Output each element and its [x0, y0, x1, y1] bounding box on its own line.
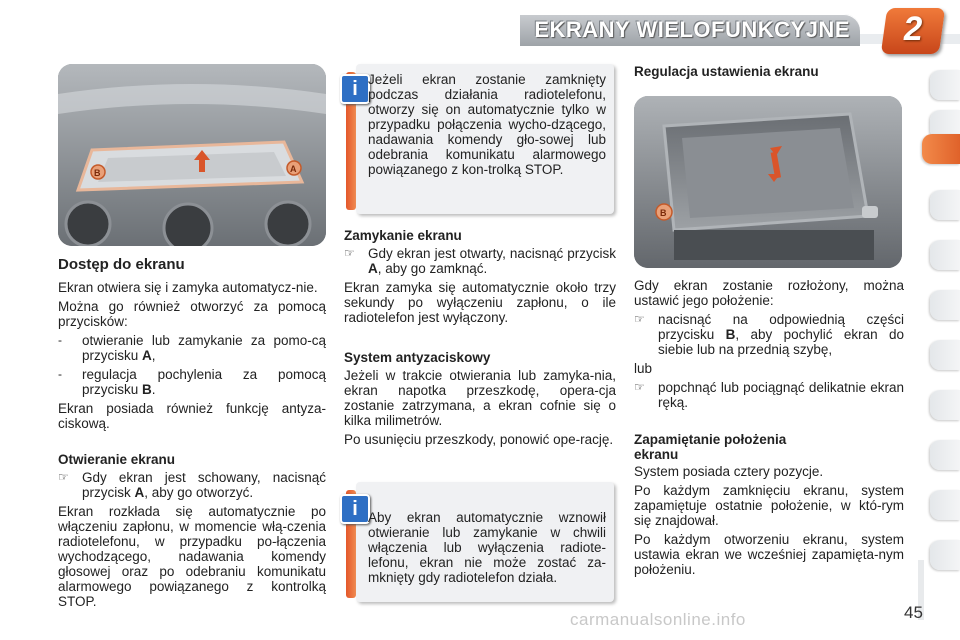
paragraph: lub: [634, 361, 653, 376]
chapter-tab[interactable]: [930, 190, 960, 220]
chapter-tab[interactable]: [930, 540, 960, 570]
paragraph: System posiada cztery pozycje.: [634, 464, 824, 479]
button-key: B: [725, 327, 736, 342]
list-marker: -: [58, 367, 62, 381]
button-key: A: [134, 485, 145, 500]
button-key: A: [142, 348, 152, 363]
pointer-icon: ☞: [634, 312, 645, 326]
list-marker: -: [58, 333, 62, 347]
anti-pinch-text: [344, 368, 616, 451]
info-icon: i: [340, 494, 370, 524]
section-title-anti-pinch: System antyzaciskowy: [344, 350, 491, 365]
button-a-label: A: [290, 164, 297, 174]
section-title-access: Dostęp do ekranu: [58, 256, 185, 273]
screen-open-illustration: [634, 96, 902, 268]
section-title-adjust: Regulacja ustawienia ekranu: [634, 64, 819, 79]
paragraph: Ekran zamyka się automatycznie około trzy sekundy po wyłączeniu zapłonu, o ile radiotelefon jest wyłączony.: [344, 280, 616, 325]
button-b-label: B: [94, 168, 101, 178]
chapter-tab[interactable]: [930, 440, 960, 470]
chapter-badge: [881, 8, 945, 54]
watermark: carmanualsonline.info: [570, 610, 746, 629]
paragraph: Po usunięciu przeszkody, ponowić ope-rację.: [344, 432, 614, 447]
section-title-memory: Zapamiętanie położenia ekranu: [634, 432, 787, 462]
memory-text: [634, 464, 904, 581]
dashboard-screen-closed-figure: [58, 64, 326, 246]
chapter-tab-active[interactable]: [922, 134, 960, 164]
paragraph: Gdy ekran zostanie rozłożony, można ustawić jego położenie:: [634, 278, 904, 308]
info-icon: i: [340, 74, 370, 104]
paragraph: Po każdym otworzeniu ekranu, system ustawia ekran we wcześniej zapamięta-nym położeniu.: [634, 532, 904, 577]
list-item: - otwieranie lub zamykanie za pomo-cą przycisku A,: [58, 333, 326, 363]
button-key: B: [142, 382, 152, 397]
closing-text: [344, 246, 616, 329]
left-column-text: [58, 280, 326, 435]
button-b-label: B: [660, 208, 667, 218]
page-number: 45: [904, 603, 923, 622]
opening-text: [58, 470, 326, 613]
list-item: ☞ nacisnąć na odpowiednią części przycisku B, aby pochylić ekran do siebie lub na przednią szybę,: [634, 312, 904, 357]
chapter-tab[interactable]: [930, 70, 960, 100]
pointer-icon: ☞: [344, 246, 355, 260]
chapter-tab[interactable]: [930, 340, 960, 370]
chapter-tab[interactable]: [930, 490, 960, 520]
paragraph: Ekran rozkłada się automatycznie po włączeniu zapłonu, w momencie włą-czenia radiotelefonu, w przypadku po-łączenia wychodzącego, nadawania komendy głosowej oraz po odebraniu komunikatu alarmowego powiązanego z kontrolką STOP.: [58, 504, 326, 609]
list-item: - regulacja pochylenia za pomocą przycisku B.: [58, 367, 326, 397]
pointer-icon: ☞: [58, 470, 69, 484]
list-item: ☞ Gdy ekran jest otwarty, nacisnąć przycisk A, aby go zamknąć.: [344, 246, 616, 276]
chapter-tab[interactable]: [930, 240, 960, 270]
chapter-tabs: [926, 70, 960, 610]
paragraph: Po każdym zamknięciu ekranu, system zapamiętuje ostatnie położenie, w któ-rym się znajdował.: [634, 483, 904, 528]
page-title: EKRANY WIELOFUNKCYJNE: [534, 17, 850, 42]
dashboard-illustration: [58, 64, 326, 246]
button-key: A: [368, 261, 378, 276]
info-text: Aby ekran automatycznie wznowił otwieranie lub zamykanie w chwili włączenia lub wyłączenia radiote-lefonu, ekran nie może zostać za-mknięty gdy radiotelefon działa.: [368, 510, 606, 585]
list-item: ☞ popchnąć lub pociągnąć delikatnie ekran ręką.: [634, 380, 904, 410]
section-title-closing: Zamykanie ekranu: [344, 228, 462, 243]
chapter-tab[interactable]: [930, 390, 960, 420]
paragraph: Można go również otworzyć za pomocą przycisków:: [58, 299, 326, 329]
adjust-text: [634, 278, 904, 414]
paragraph: Ekran otwiera się i zamyka automatycz-nie.: [58, 280, 318, 295]
chapter-number: 2: [901, 10, 926, 48]
paragraph: Ekran posiada również funkcję antyza-ciskową.: [58, 401, 326, 431]
info-text: Jeżeli ekran zostanie zamknięty podczas działania radiotelefonu, otworzy się on automatycznie tylko w przypadku połączenia wycho-dzącego, nadawania komendy gło-sowej lub odebrania komunikatu alarmowego powiązanego z kon-trolką STOP.: [368, 72, 606, 177]
dashboard-screen-open-figure: [634, 96, 902, 268]
paragraph: Jeżeli w trakcie otwierania lub zamyka-nia, ekran napotka przeszkodę, opera-cja zostanie zatrzymana, a ekran cofnie się o kilka milimetrów.: [344, 368, 616, 428]
chapter-tab[interactable]: [930, 290, 960, 320]
header-title-tab: [520, 14, 860, 46]
list-item: ☞ Gdy ekran jest schowany, nacisnąć przycisk A, aby go otworzyć.: [58, 470, 326, 500]
pointer-icon: ☞: [634, 380, 645, 394]
section-title-opening: Otwieranie ekranu: [58, 452, 176, 467]
